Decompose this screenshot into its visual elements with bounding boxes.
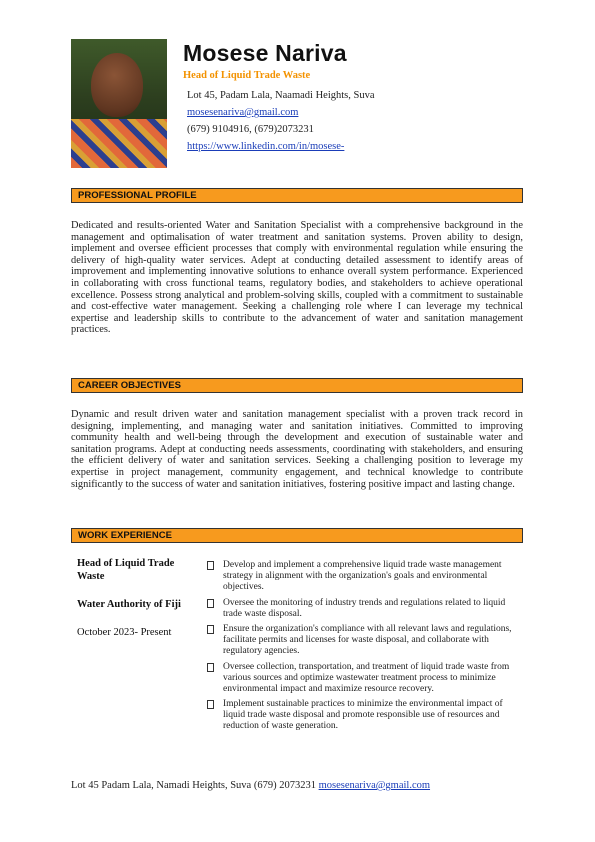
bullet-box-icon	[207, 561, 214, 570]
bullet-text: Oversee collection, transportation, and treatment of liquid trade waste from various sources and optimize wastewater treatment process to minimize environmental impact and maximize resource recovery.	[223, 661, 510, 694]
experience-bullet	[207, 624, 525, 657]
photo-shirt	[71, 119, 167, 168]
bullet-box-icon	[207, 700, 214, 709]
experience-organization: Water Authority of Fiji	[77, 599, 181, 610]
experience-bullet	[207, 560, 525, 593]
section-heading-profile: PROFESSIONAL PROFILE	[71, 188, 523, 203]
experience-role: Head of Liquid Trade Waste	[77, 558, 175, 582]
address: Lot 45, Padam Lala, Naamadi Heights, Suva	[187, 90, 375, 101]
objectives-paragraph: Dynamic and result driven water and sanitation management specialist with a proven track record in designing, implementing, and managing water and sanitation initiatives. Committed to improving community health and well-being through the development and execution of sustainable water and sanitation programs. Adept at conducting needs assessments, coordinating with stakeholders, and ensuring the efficient delivery of water and sanitation services. Seeking a challenging position to leverage my expertise in project management, community engagement, and technical knowledge to contribute significantly to the success of water and sanitation initiatives, fostering positive impact and lasting change.	[71, 409, 523, 490]
footer-email-link[interactable]: mosesenariva@gmail.com	[318, 780, 431, 791]
section-heading-experience: WORK EXPERIENCE	[71, 528, 523, 543]
bullet-text: Oversee the monitoring of industry trends and regulations related to liquid trade waste disposal.	[223, 597, 506, 619]
bullet-box-icon	[207, 663, 214, 672]
section-heading-objectives: CAREER OBJECTIVES	[71, 378, 523, 393]
linkedin-link[interactable]: https://www.linkedin.com/in/mosese-	[187, 141, 345, 152]
page-footer	[71, 780, 430, 791]
job-title: Head of Liquid Trade Waste	[183, 70, 311, 81]
footer-contact: Lot 45 Padam Lala, Namadi Heights, Suva (679) 2073231	[71, 780, 316, 791]
experience-bullet-list	[207, 560, 525, 737]
bullet-box-icon	[207, 625, 214, 634]
bullet-text: Ensure the organization's compliance with all relevant laws and regulations, facilitate permits and licenses for waste disposal, and collaborate with regulatory agencies.	[223, 624, 512, 656]
experience-bullet	[207, 662, 525, 695]
experience-bullet	[207, 598, 525, 620]
phone: (679) 9104916, (679)2073231	[187, 124, 314, 135]
experience-dates: October 2023- Present	[77, 627, 172, 638]
bullet-box-icon	[207, 599, 214, 608]
profile-photo	[71, 39, 167, 168]
bullet-text: Develop and implement a comprehensive liquid trade waste management strategy in alignment with the organization's goals and environmental objectives.	[223, 560, 502, 592]
person-name: Mosese Nariva	[183, 40, 347, 66]
email-link[interactable]: mosesenariva@gmail.com	[187, 107, 299, 118]
bullet-text: Implement sustainable practices to minimize the environmental impact of liquid trade waste disposal and promote responsible use of resources and reduction of waste generation.	[223, 699, 503, 731]
experience-bullet	[207, 699, 525, 732]
profile-paragraph: Dedicated and results-oriented Water and Sanitation Specialist with a comprehensive background in the management and optimalisation of water treatment and sanitation systems. Proven ability to design, implement and oversee efficient processes that comply with environmental regulation while ensuring the delivery of high-quality water services. Adept at conducting detailed assessment to identify areas of improvement and implementing innovative solutions to enhance overall system performance. Experienced in collaborating with cross functional teams, regulatory bodies, and stakeholders to achieve operational excellence. Possess strong analytical and problem-solving skills, coupled with a commitment to sustainable and cost-effective water management. Seeking a challenging role where I can leverage my technical expertise and leadership skills to contribute to the advancement of water and sanitation management practices.	[71, 220, 523, 336]
photo-face	[91, 53, 143, 117]
